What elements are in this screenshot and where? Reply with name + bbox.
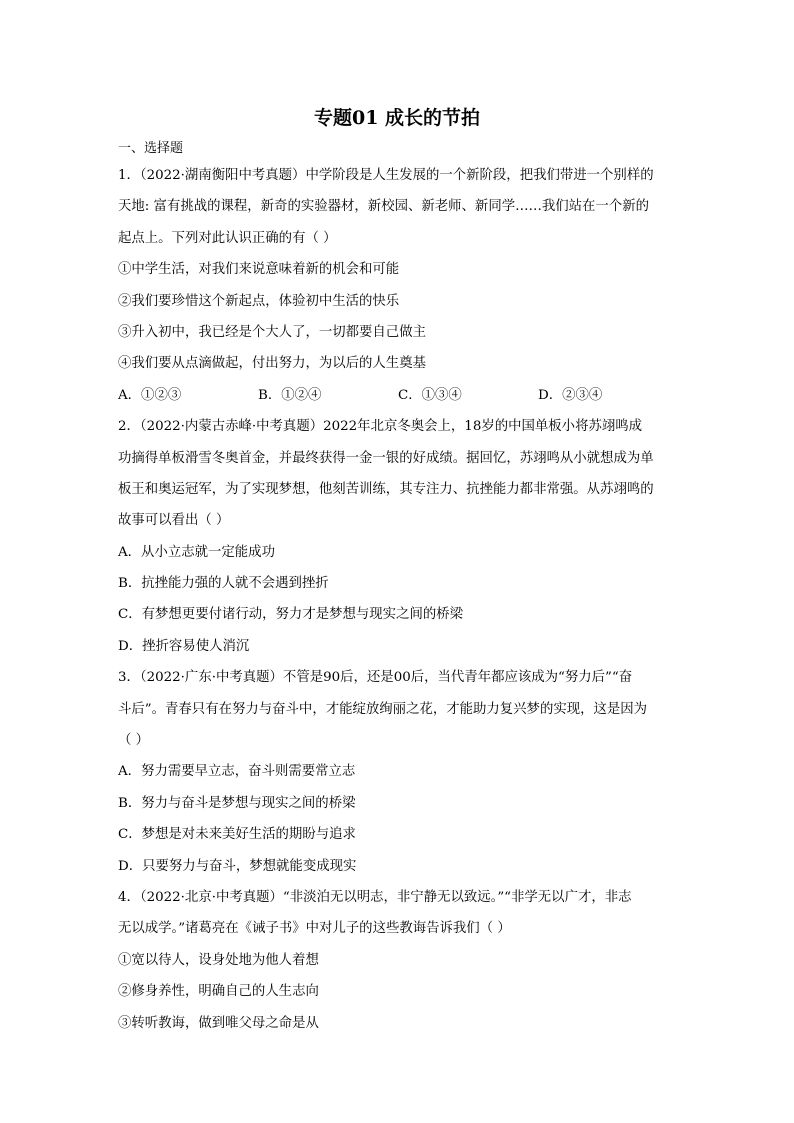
question-2-option-c: C．有梦想更要付诸行动，努力才是梦想与现实之间的桥梁 <box>118 607 464 623</box>
question-2 <box>118 411 680 662</box>
question-1-line: 天地: 富有挑战的课程，新奇的实验器材，新校园、新老师、新同学……我们站在一个新的 <box>118 199 649 215</box>
question-2-line: 板王和奥运冠军，为了实现梦想，他刻苦训练，其专注力、抗挫能力都非常强。从苏翊鸣的 <box>118 481 654 497</box>
question-4-line: 无以成学。”诸葛亮在《诫子书》中对儿子的这些教诲告诉我们（ ） <box>118 921 511 937</box>
question-2-line: 2．（2022·内蒙古赤峰·中考真题）2022年北京冬奥会上，18岁的中国单板小将苏翊鸣成 <box>118 419 643 435</box>
question-1-statement: ④我们要从点滴做起，付出努力，为以后的人生奠基 <box>118 356 426 372</box>
question-3-line: 斗后”。青春只有在努力与奋斗中，才能绽放绚丽之花，才能助力复兴梦的实现，这是因为 <box>118 701 648 717</box>
question-1-option-d: D．②③④ <box>538 387 603 403</box>
question-1-statement: ③升入初中，我已经是个大人了，一切都要自己做主 <box>118 324 426 340</box>
document-title: 专题01 成长的节拍 <box>313 107 481 129</box>
question-3 <box>118 662 680 882</box>
question-1-line: 1．（2022·湖南衡阳中考真题）中学阶段是人生发展的一个新阶段，把我们带进一个别样的 <box>118 168 654 183</box>
question-3-option-b: B．努力与奋斗是梦想与现实之间的桥梁 <box>118 795 356 811</box>
question-1-options <box>118 380 680 411</box>
question-2-line: 故事可以看出（ ） <box>118 513 230 529</box>
question-1-option-a: A．①②③ <box>118 387 182 403</box>
question-3-line: （ ） <box>118 733 150 749</box>
question-1-option-b: B．①②④ <box>258 387 322 403</box>
question-1-line: 起点上。下列对此认识正确的有（ ） <box>118 230 337 246</box>
question-2-option-d: D．挫折容易使人消沉 <box>118 638 250 654</box>
question-3-option-a: A．努力需要早立志，奋斗则需要常立志 <box>118 764 356 780</box>
question-4-statement: ①宽以待人，设身处地为他人着想 <box>118 952 319 968</box>
question-3-option-d: D．只要努力与奋斗，梦想就能变成现实 <box>118 858 357 874</box>
question-1-statement: ②我们要珍惜这个新起点，体验初中生活的快乐 <box>118 293 400 309</box>
question-4-statement: ③转听教诲，做到唯父母之命是从 <box>118 1015 319 1031</box>
section-heading: 一、选择题 <box>118 141 184 156</box>
question-1-statement: ①中学生活，对我们来说意味着新的机会和可能 <box>118 262 400 278</box>
question-2-line: 功摘得单板滑雪冬奥首金，并最终获得一金一银的好成绩。据回忆，苏翊鸣从小就想成为单 <box>118 450 654 466</box>
question-1-option-c: C．①③④ <box>398 387 462 403</box>
question-4-line: 4．（2022·北京·中考真题）“非淡泊无以明志，非宁静无以致远。”“非学无以广才，非志 <box>118 889 632 905</box>
question-2-option-a: A．从小立志就一定能成功 <box>118 544 275 560</box>
question-2-option-b: B．抗挫能力强的人就不会遇到挫折 <box>118 576 329 592</box>
question-4 <box>118 882 680 1039</box>
question-3-line: 3．（2022·广东·中考真题）不管是90后，还是00后，当代青年都应该成为“努力后”“奋 <box>118 670 633 686</box>
question-3-option-c: C．梦想是对未来美好生活的期盼与追求 <box>118 827 356 843</box>
question-1 <box>118 160 680 411</box>
question-content <box>118 138 680 1039</box>
question-4-statement: ②修身养性，明确自己的人生志向 <box>118 984 319 1000</box>
